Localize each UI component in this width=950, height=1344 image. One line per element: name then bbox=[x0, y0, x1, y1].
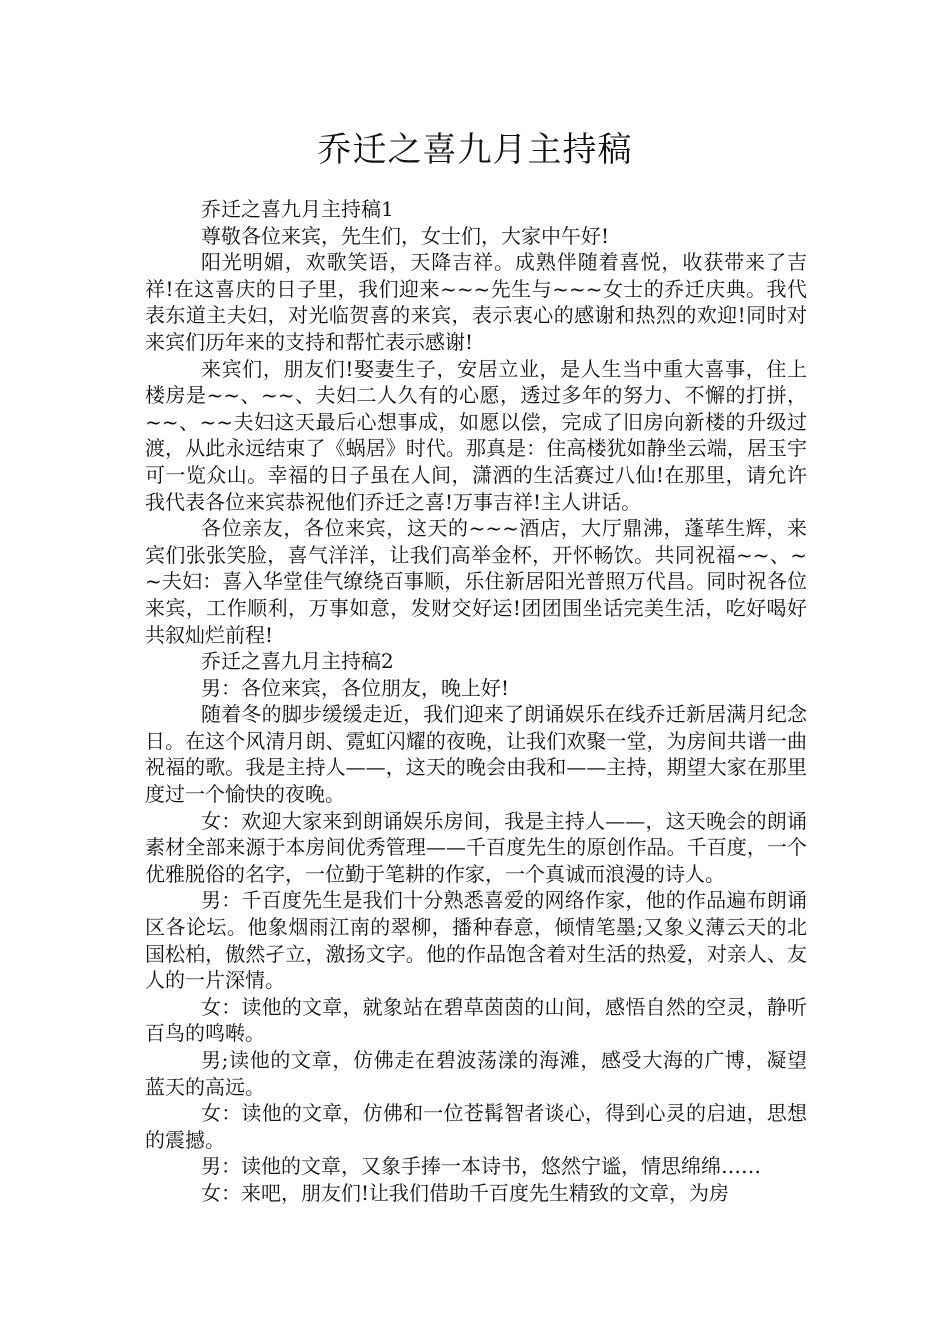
document-body bbox=[145, 196, 807, 1207]
dialogue-paragraph: 男：各位来宾，各位朋友，晚上好! bbox=[201, 675, 510, 700]
body-paragraph: 随着冬的脚步缓缓走近，我们迎来了朗诵娱乐在线乔迁新居满月纪念日。在这个风清月朗、霓虹闪耀的夜晚，让我们欢聚一堂，为房间共谱一曲祝福的歌。我是主持人——，这天的晚会由我和——主持，期望大家在那里度过一个愉快的夜晚。 bbox=[145, 702, 807, 807]
dialogue-paragraph: 女：来吧，朋友们!让我们借助千百度先生精致的文章，为房 bbox=[201, 1180, 730, 1205]
greeting-paragraph: 尊敬各位来宾，先生们，女士们，大家中午好! bbox=[201, 223, 610, 248]
dialogue-paragraph: 男;读他的文章，仿佛走在碧波荡漾的海滩，感受大海的广博，凝望蓝天的高远。 bbox=[145, 1048, 807, 1099]
document-title: 乔迁之喜九月主持稿 bbox=[317, 130, 633, 170]
dialogue-paragraph: 男：千百度先生是我们十分熟悉喜爱的网络作家，他的作品遍布朗诵区各论坛。他象烟雨江南的翠柳，播种春意，倾情笔墨;又象义薄云天的北国松柏，傲然孑立，激扬文字。他的作品饱含着对生活的热爱，对亲人、友人的一片深情。 bbox=[145, 888, 807, 993]
body-paragraph: 阳光明媚，欢歌笑语，天降吉祥。成熟伴随着喜悦，收获带来了吉祥!在这喜庆的日子里，我们迎来~~~先生与~~~女士的乔迁庆典。我代表东道主夫妇，对光临贺喜的来宾，表示衷心的感谢和热烈的欢迎!同时对来宾们历年来的支持和帮忙表示感谢! bbox=[145, 250, 807, 354]
dialogue-paragraph: 女：欢迎大家来到朗诵娱乐房间，我是主持人——，这天晚会的朗诵素材全部来源于本房间优秀管理——千百度先生的原创作品。千百度，一个优雅脱俗的名字，一位勤于笔耕的作家，一个真诚而浪漫的诗人。 bbox=[145, 808, 807, 886]
dialogue-paragraph: 女：读他的文章，仿佛和一位苍髯智者谈心，得到心灵的启迪，思想的震撼。 bbox=[145, 1101, 807, 1152]
body-paragraph: 各位亲友，各位来宾，这天的~~~酒店，大厅鼎沸，蓬荜生辉，来宾们张张笑脸，喜气洋洋，让我们高举金杯，开怀畅饮。共同祝福~~、~~夫妇：喜入华堂佳气缭绕百事顺，乐住新居阳光普照万代昌。同时祝各位来宾，工作顺利，万事如意，发财交好运!团团围坐话完美生活，吃好喝好共叙灿烂前程! bbox=[145, 516, 807, 647]
section-heading-2: 乔迁之喜九月主持稿2 bbox=[201, 649, 394, 674]
dialogue-paragraph: 女：读他的文章，就象站在碧草茵茵的山间，感悟自然的空灵，静听百鸟的鸣啭。 bbox=[145, 994, 807, 1046]
dialogue-paragraph: 男：读他的文章，又象手捧一本诗书，悠然宁谧，情思绵绵…… bbox=[201, 1154, 761, 1179]
body-paragraph: 来宾们，朋友们!娶妻生子，安居立业，是人生当中重大喜事，住上楼房是~~、~~、夫妇二人久有的心愿，透过多年的努力、不懈的打拼，~~、~~夫妇这天最后心想事成，如愿以偿，完成了旧房向新楼的升级过渡，从此永远结束了《蜗居》时代。那真是：住高楼犹如静坐云端，居玉宇可一览众山。幸福的日子虽在人间，潇洒的生活赛过八仙!在那里，请允许我代表各位来宾恭祝他们乔迁之喜!万事吉祥!主人讲话。 bbox=[145, 356, 807, 514]
section-heading-1: 乔迁之喜九月主持稿1 bbox=[201, 197, 394, 221]
